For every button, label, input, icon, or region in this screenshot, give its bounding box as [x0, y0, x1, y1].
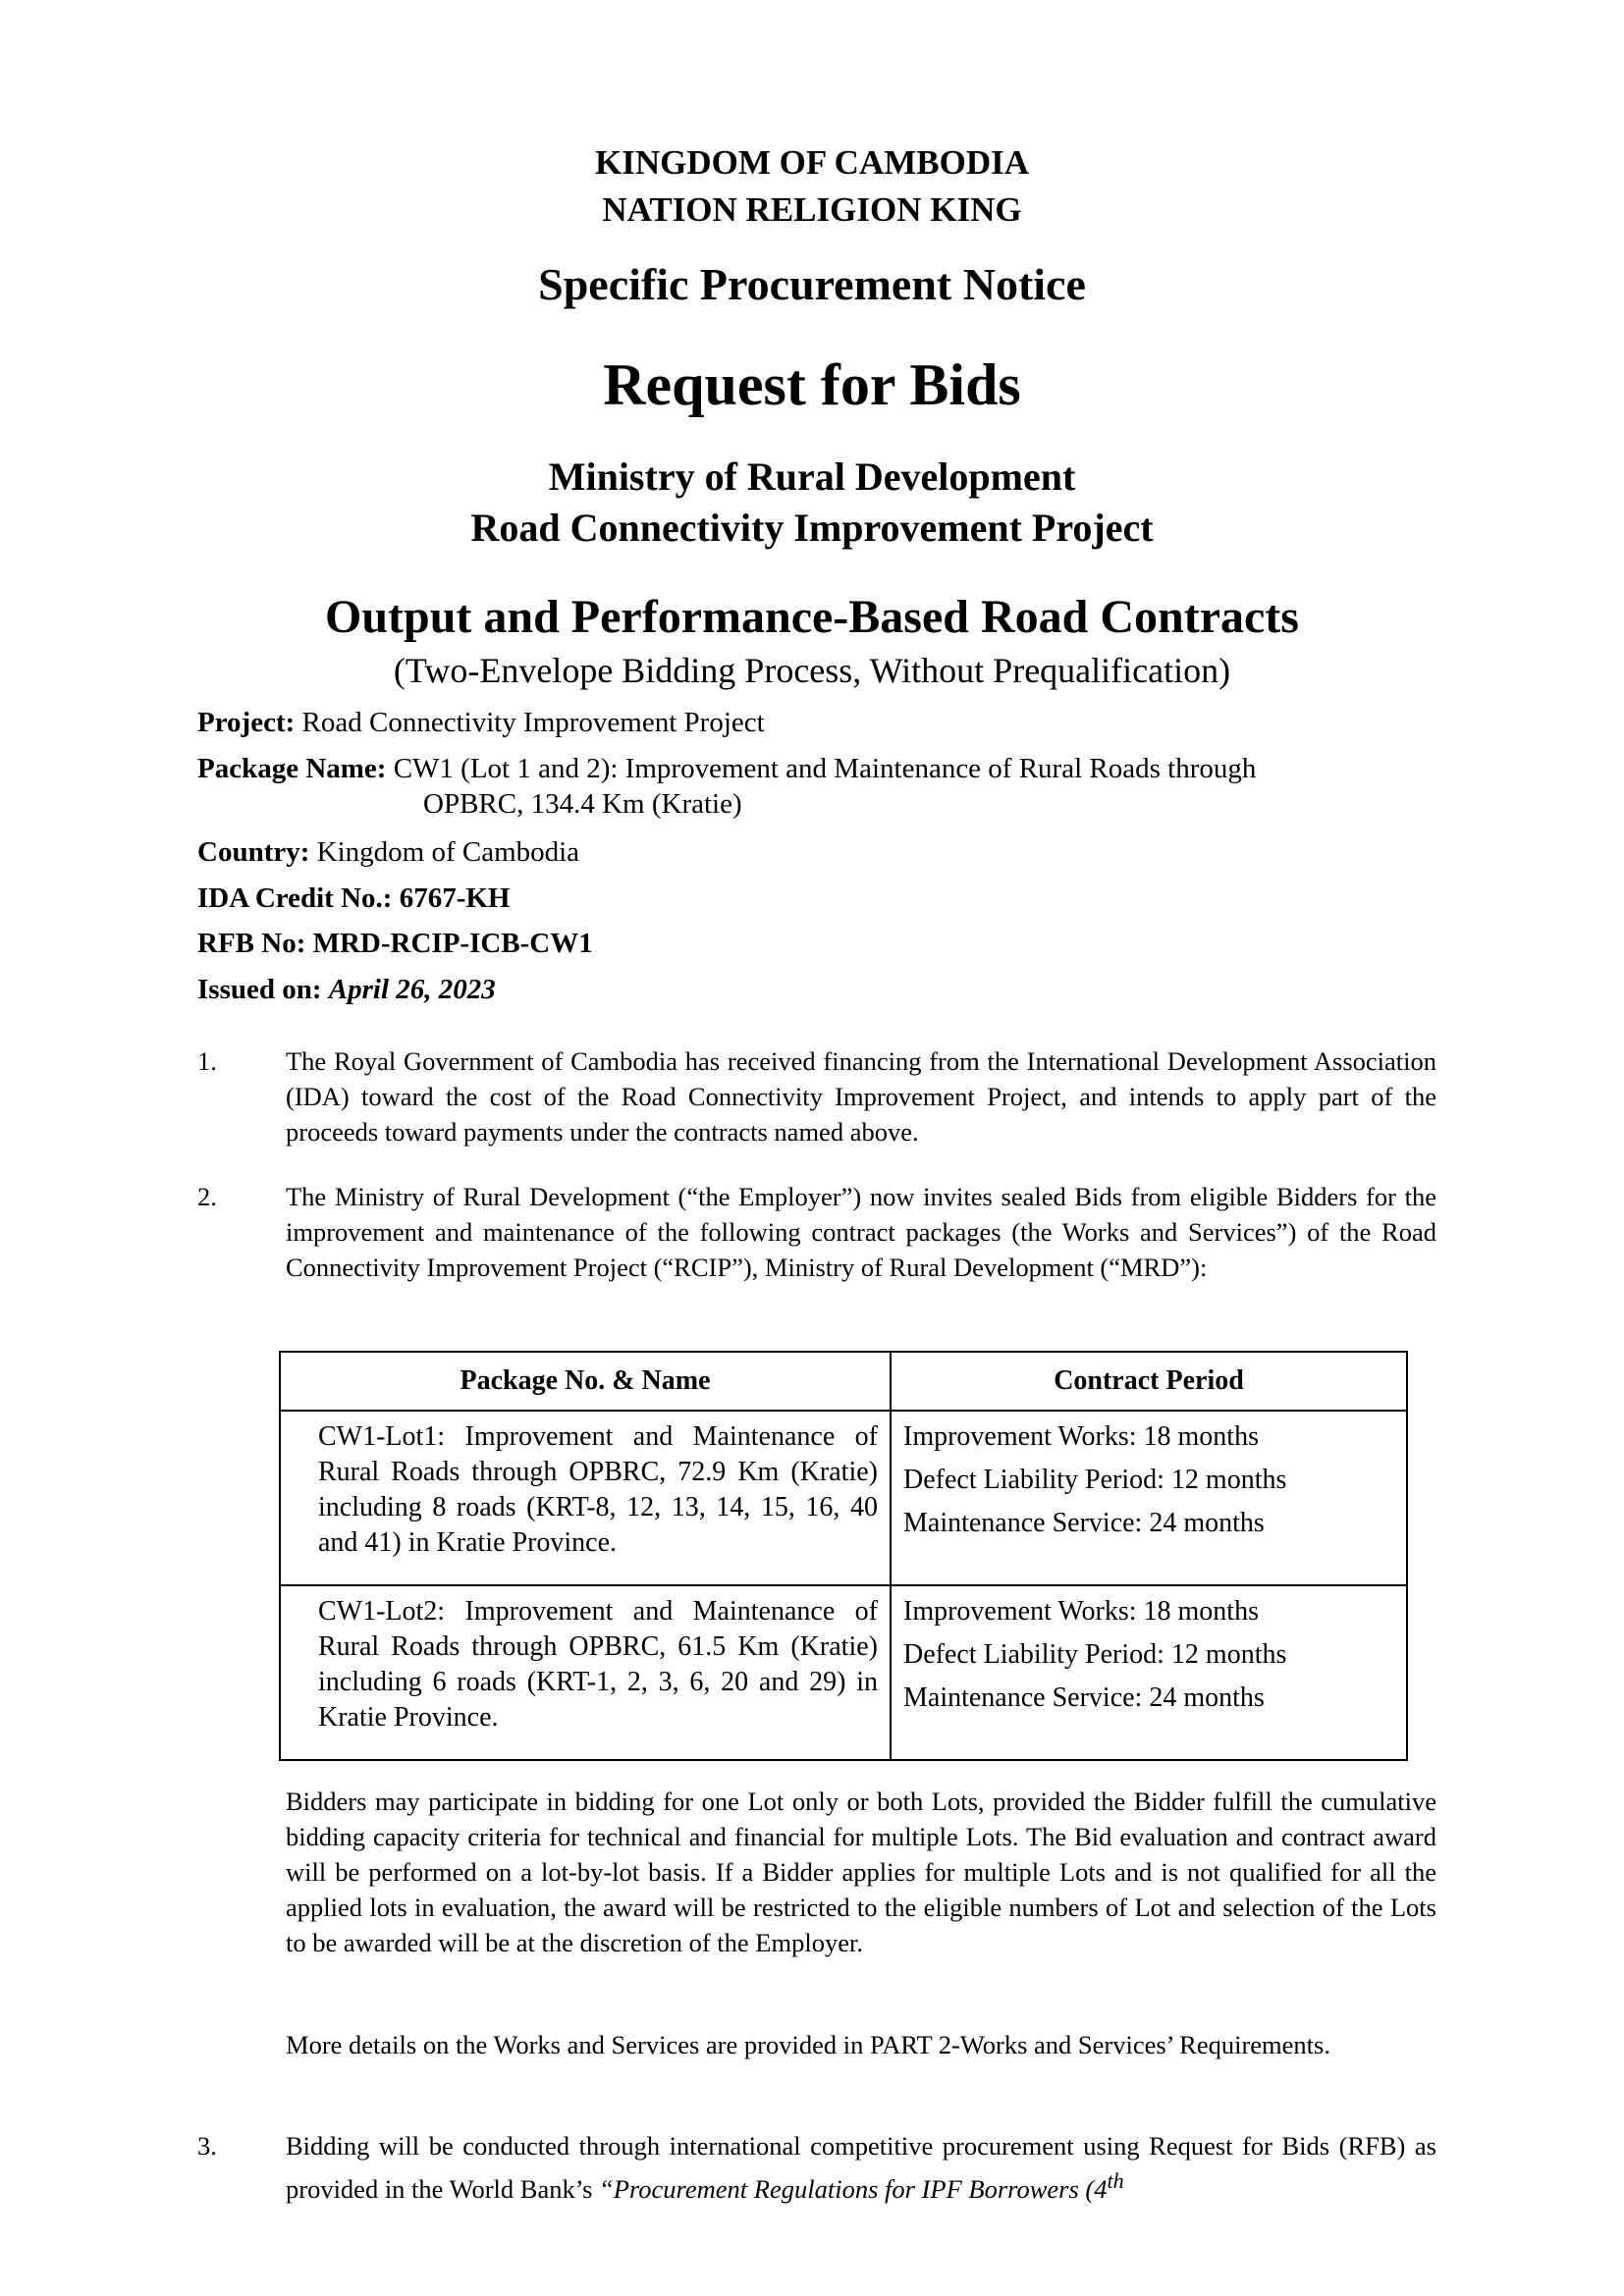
table-header-period: Contract Period [891, 1352, 1407, 1411]
paragraph-3-number: 3. [197, 2131, 217, 2161]
package-cell: CW1-Lot1: Improvement and Maintenance of Rural Roads through OPBRC, 72.9 Km (Kratie) including 8 roads (KRT-8, 12, 13, 14, 15, 16, 40 and 41) in Kratie Province. [280, 1411, 891, 1585]
period-line: Defect Liability Period: 12 months [903, 1465, 1287, 1495]
meta-package [197, 751, 1256, 822]
table-header-package: Package No. & Name [280, 1352, 891, 1411]
period-line: Improvement Works: 18 months [903, 1421, 1259, 1452]
paragraph-1-number: 1. [197, 1046, 217, 1076]
contract-type-heading: Output and Performance-Based Road Contracts [325, 591, 1299, 643]
meta-country-label: Country: [197, 836, 310, 868]
table-header-row [280, 1352, 1407, 1411]
meta-rfb [197, 926, 593, 961]
meta-project-value: Road Connectivity Improvement Project [301, 707, 765, 738]
meta-country [197, 834, 579, 870]
package-table [279, 1351, 1408, 1761]
bidding-process-subtitle: (Two-Envelope Bidding Process, Without Prequalification) [393, 651, 1231, 690]
table-row [280, 1411, 1407, 1585]
project-name: Road Connectivity Improvement Project [470, 506, 1154, 550]
meta-credit [197, 881, 510, 916]
meta-project [197, 705, 765, 740]
paragraph-3-text-b: “Procurement Regulations for IPF Borrowers (4 [599, 2173, 1108, 2204]
paragraph-2-number: 2. [197, 1182, 217, 1211]
meta-country-value: Kingdom of Cambodia [316, 836, 580, 868]
meta-rfb-label: RFB No: [197, 928, 306, 959]
notice-type: Specific Procurement Notice [538, 259, 1086, 309]
paragraph-2-details: More details on the Works and Services are provided in PART 2-Works and Services’ Requirements. [286, 2030, 1330, 2059]
meta-package-value-1: CW1 (Lot 1 and 2): Improvement and Maintenance of Rural Roads through [393, 753, 1257, 784]
meta-issued [197, 972, 496, 1007]
header-line-2: NATION RELIGION KING [602, 190, 1022, 229]
paragraph-3-text-a: Bidding will be conducted through international competitive procurement using Request for Bids (RFB) as provided in the World Bank’s [286, 2131, 1436, 2204]
period-line: Maintenance Service: 24 months [903, 1508, 1265, 1538]
header-line-1: KINGDOM OF CAMBODIA [594, 143, 1029, 182]
paragraph-1-text: The Royal Government of Cambodia has received financing from the International Development Association (IDA) toward the cost of the Road Connectivity Improvement Project, and intends to apply part of the proceeds toward payments under the contracts named above. [286, 1046, 1436, 1147]
ministry-name: Ministry of Rural Development [548, 454, 1076, 499]
paragraph-3-text [286, 2128, 1436, 2207]
meta-package-label: Package Name: [197, 753, 387, 784]
period-cell [891, 1585, 1407, 1760]
meta-credit-label: IDA Credit No.: [197, 882, 393, 914]
table-row [280, 1585, 1407, 1760]
period-line: Maintenance Service: 24 months [903, 1682, 1265, 1713]
paragraph-2-text: The Ministry of Rural Development (“the Employer”) now invites sealed Bids from eligible Bidders for the improvement and maintenance of the following contract packages (the Works and Services”) of the Road Connectivity Improvement Project (“RCIP”), Ministry of Rural Development (“MRD”): [286, 1182, 1436, 1282]
package-cell: CW1-Lot2: Improvement and Maintenance of Rural Roads through OPBRC, 61.5 Km (Kratie) including 6 roads (KRT-1, 2, 3, 6, 20 and 29) in Kratie Province. [280, 1585, 891, 1760]
paragraph-2-lots: Bidders may participate in bidding for one Lot only or both Lots, provided the Bidder fulfill the cumulative bidding capacity criteria for technical and financial for multiple Lots. The Bid evaluation and contract award will be performed on a lot-by-lot basis. If a Bidder applies for multiple Lots and is not qualified for all the applied lots in evaluation, the award will be restricted to the eligible numbers of Lot and selection of the Lots to be awarded will be at the discretion of the Employer. [286, 1787, 1436, 1957]
paragraph-3-superscript: th [1107, 2168, 1124, 2193]
period-line: Improvement Works: 18 months [903, 1596, 1259, 1627]
meta-project-label: Project: [197, 707, 296, 738]
meta-credit-value: 6767-KH [399, 882, 511, 914]
period-line: Defect Liability Period: 12 months [903, 1639, 1287, 1670]
meta-package-value-2: OPBRC, 134.4 Km (Kratie) [423, 788, 742, 820]
meta-issued-value: April 26, 2023 [328, 974, 496, 1005]
period-cell [891, 1411, 1407, 1585]
document-title: Request for Bids [603, 352, 1021, 417]
meta-issued-label: Issued on: [197, 974, 322, 1005]
meta-rfb-value: MRD-RCIP-ICB-CW1 [312, 928, 593, 959]
header-agency [0, 452, 1624, 554]
header-kingdom [0, 139, 1624, 234]
